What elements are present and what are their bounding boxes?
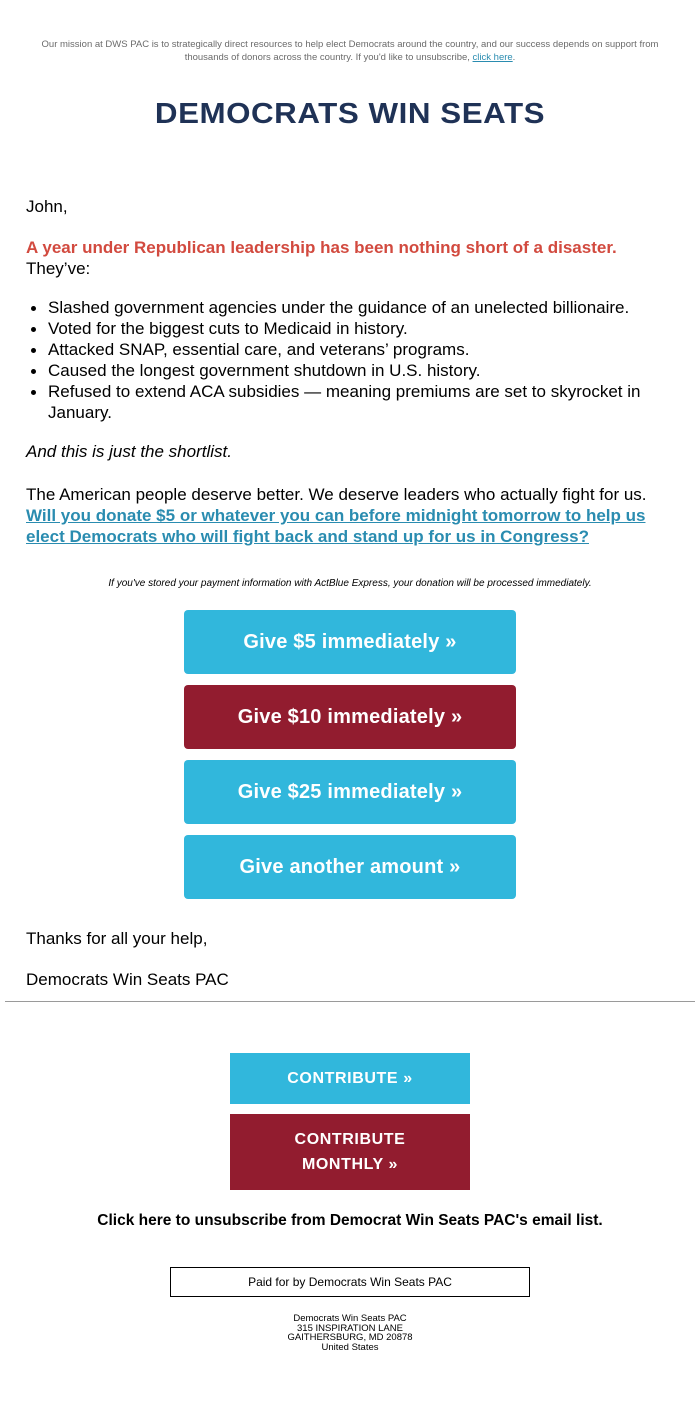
list-item: Caused the longest government shutdown in U.S. history. — [26, 360, 678, 381]
preheader-text: Our mission at DWS PAC is to strategically direct resources to help elect Democrats around the country, and our success depends on support from thousands of donors across the country. If you'd like to unsubscribe, — [41, 39, 659, 63]
thanks-text: Thanks for all your help, — [26, 929, 208, 948]
give-25-button[interactable]: Give $25 immediately » — [184, 760, 516, 824]
headline-after: They’ve: — [26, 259, 91, 278]
contribute-monthly-line2: MONTHLY » — [301, 1156, 399, 1173]
headline: A year under Republican leadership has been nothing short of a disaster. — [26, 238, 617, 257]
preheader-end: . — [512, 52, 516, 63]
contribute-button[interactable]: CONTRIBUTE » — [230, 1053, 470, 1104]
logo: DEMOCRATS WIN SEATS — [154, 98, 546, 130]
contribute-monthly-line1: CONTRIBUTE — [294, 1131, 406, 1148]
mailing-address — [0, 1314, 700, 1352]
address-line: Democrats Win Seats PAC — [293, 1313, 407, 1324]
unsubscribe-link[interactable]: click here — [472, 52, 513, 63]
address-line: GAITHERSBURG, MD 20878 — [287, 1332, 413, 1343]
list-item: Refused to extend ACA subsidies — meaning premiums are set to skyrocket in January. — [26, 381, 678, 423]
greeting: John, — [26, 197, 68, 216]
contribute-monthly-button[interactable] — [230, 1114, 470, 1190]
donation-ask — [26, 484, 678, 547]
actblue-note: If you've stored your payment information with ActBlue Express, your donation will be processed immediately. — [108, 578, 592, 589]
shortlist-text: And this is just the shortlist. — [26, 442, 232, 461]
divider — [5, 1001, 695, 1002]
signoff: Democrats Win Seats PAC — [26, 970, 229, 989]
address-line: United States — [321, 1341, 379, 1353]
give-other-button[interactable]: Give another amount » — [184, 835, 516, 899]
list-item: Voted for the biggest cuts to Medicaid in history. — [26, 318, 678, 339]
give-10-button[interactable]: Give $10 immediately » — [184, 685, 516, 749]
bullet-list — [26, 297, 678, 423]
preheader — [40, 38, 660, 64]
list-item: Attacked SNAP, essential care, and veterans’ programs. — [26, 339, 678, 360]
unsubscribe-footer-link[interactable]: Click here to unsubscribe from Democrat Win Seats PAC's email list. — [97, 1212, 603, 1229]
ask-text: The American people deserve better. We deserve leaders who actually fight for us. — [26, 485, 647, 504]
headline-block — [26, 237, 678, 279]
address-line: 315 INSPIRATION LANE — [297, 1322, 403, 1334]
donate-link[interactable]: Will you donate $5 or whatever you can before midnight tomorrow to help us elect Democrats who will fight back and stand up for us in Congress? — [26, 506, 646, 546]
list-item: Slashed government agencies under the guidance of an unelected billionaire. — [26, 297, 678, 318]
paid-for-box: Paid for by Democrats Win Seats PAC — [170, 1267, 530, 1297]
give-5-button[interactable]: Give $5 immediately » — [184, 610, 516, 674]
